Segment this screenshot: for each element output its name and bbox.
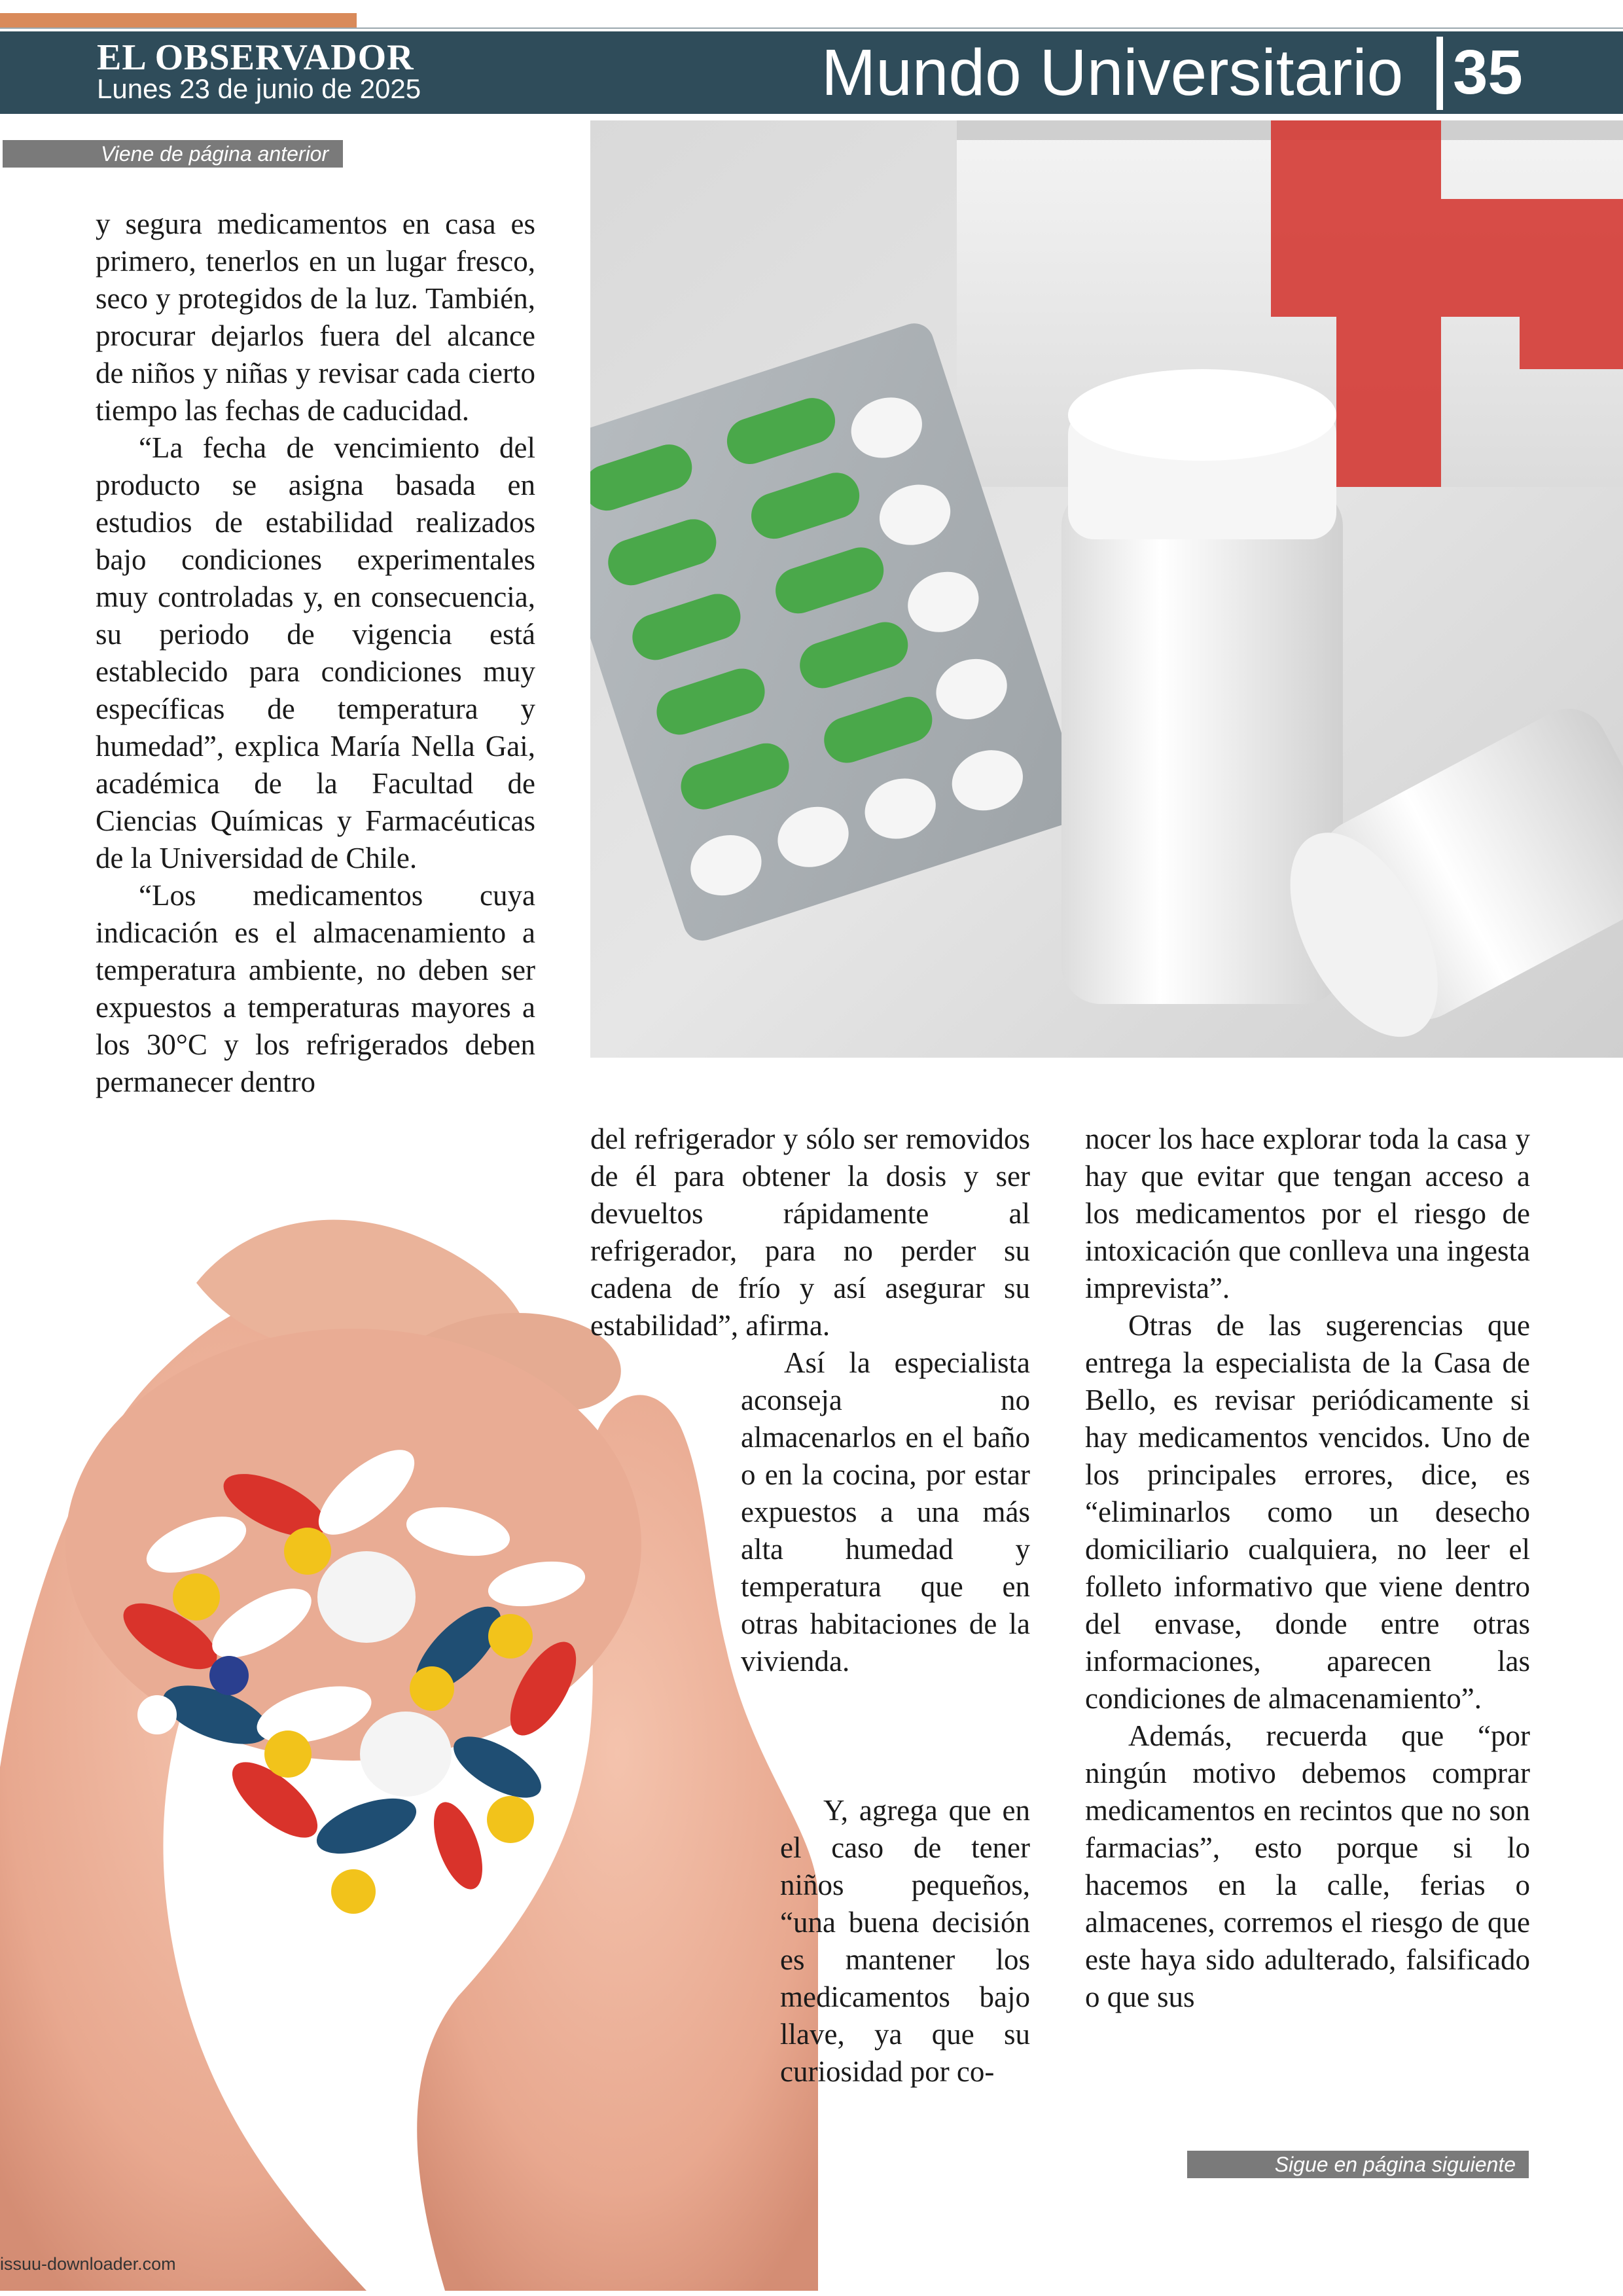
section-title: Mundo Universitario [821,36,1404,109]
header-rule [0,27,1623,29]
pill-blister-and-bottles-photo [590,120,1623,1058]
article-paragraph: Además, recuerda que “por ningún motivo debemos comprar medicamentos en recintos que no son farmacias”, esto porque si lo hacemos en la calle, ferias o almacenes, corremos el riesgo de que este haya sido adulterado, falsificado o que sus [1085,1719,1530,2013]
issue-date: Lunes 23 de junio de 2025 [97,73,421,104]
article-paragraph: nocer los hace explorar toda la casa y hay que evitar que tengan acceso a los medicamentos por el riesgo de intoxicación que conlleva una ingesta imprevista”. [1085,1122,1530,1304]
watermark-text: issuu-downloader.com [0,2254,176,2274]
article-paragraph: del refrigerador y sólo ser removidos de él para obtener la dosis y ser devueltos rápidamente al refrigerador, para no perder su cadena de frío y así asegurar su estabilidad”, afirma. [590,1122,1030,1342]
article-paragraph: Otras de las sugerencias que entrega la especialista de la Casa de Bello, es revisar periódicamente si hay medicamentos vencidos. Uno de los principales errores, dice, es “eliminarlos como un desecho domiciliario cualquiera, no leer el folleto informativo que viene dentro del envase, donde entre otras informaciones, aparecen las condiciones de almacenamiento”. [1085,1309,1530,1715]
article-paragraph: Y, agrega que en el caso de tener niños pequeños, “una buena decisión es mantener los medicamentos bajo llave, ya que su curiosidad por co- [780,1794,1030,2088]
article-paragraph: “Los medicamentos cuya indicación es el almacenamiento a temperatura ambiente, no deben ser expuestos a temperaturas mayores a los 30°C y los refrigerados deben permanecer dentro [96,879,535,1098]
continues-on-label: Sigue en página siguiente [1187,2151,1529,2178]
page-number: 35 [1453,37,1523,107]
header-accent-bar [0,13,357,27]
newspaper-name: EL OBSERVADOR [97,37,414,78]
article-column-2 [590,1121,1030,2181]
article-column-3 [1085,1121,1530,2016]
continued-from-label: Viene de página anterior [3,140,343,168]
header-separator [1436,37,1443,110]
article-paragraph: “La fecha de vencimiento del producto se asigna basada en estudios de estabilidad realizados bajo condiciones experimentales muy controladas y, en consecuencia, su periodo de vigencia está establecido para condiciones muy específicas de temperatura y humedad”, explica María Nella Gai, académica de la Facultad de Ciencias Químicas y Farmacéuticas de la Universidad de Chile. [96,431,535,874]
article-paragraph: Así la especialista aconseja no almacenarlos en el baño o en la cocina, por estar expuestos a una más alta humedad y temperatura que en otras habitaciones de la vivienda. [741,1346,1030,1677]
article-column-1 [96,206,535,1101]
article-paragraph: y segura medicamentos en casa es primero, tenerlos en un lugar fresco, seco y protegidos de la luz. También, procurar dejarlos fuera del alcance de niños y niñas y revisar cada cierto tiempo las fechas de caducidad. [96,207,535,427]
